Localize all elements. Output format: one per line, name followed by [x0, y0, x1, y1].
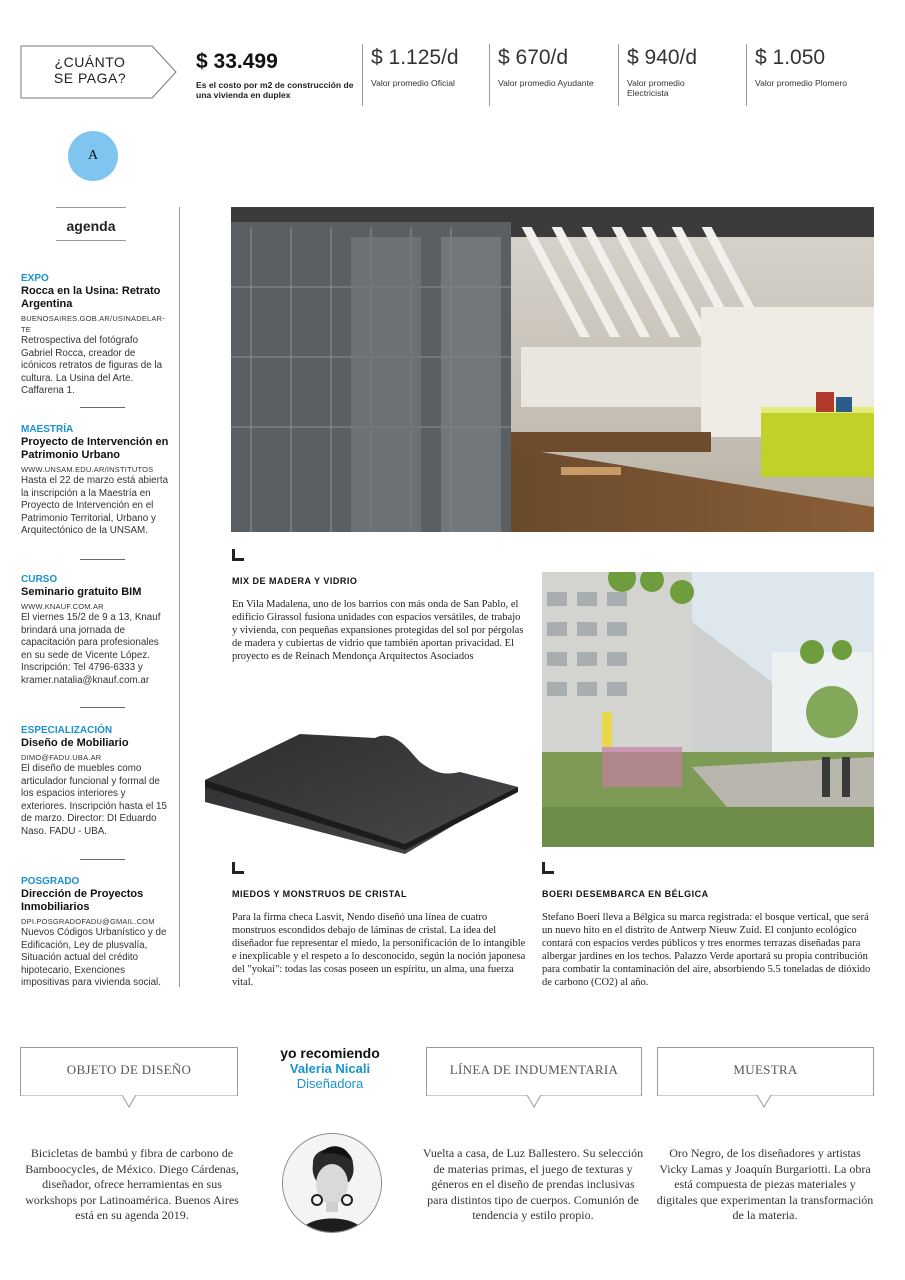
caption-corner-mark — [232, 862, 244, 874]
question-badge — [20, 45, 175, 97]
price-value: $ 1.050 — [755, 46, 826, 69]
price-label: Valor promedio Plomero — [755, 78, 848, 88]
price-ayudante — [489, 44, 598, 106]
agenda-category: EXPO — [21, 273, 49, 284]
recommend-box-indumentaria — [426, 1047, 642, 1096]
price-label: Valor promedio Ayudante — [498, 78, 594, 88]
agenda-item-title: Diseño de Mobiliario — [21, 737, 129, 749]
photo-girassol-interior — [231, 207, 874, 532]
agenda-item-url[interactable]: DPI.POSGRADOFADU@GMAIL.COM — [21, 917, 155, 926]
article-title: MIX DE MADERA Y VIDRIO — [232, 576, 358, 586]
recommend-header — [270, 1045, 390, 1091]
price-label: Valor promedio Electricista — [627, 78, 685, 98]
agenda-category: CURSO — [21, 574, 58, 585]
question-line-2: SE PAGA? — [53, 70, 127, 86]
price-value: $ 1.125/d — [371, 46, 459, 69]
agenda-item-posgrado — [21, 876, 171, 990]
recommend-box-label: LÍNEA DE INDUMENTARIA — [449, 1062, 619, 1077]
agenda-item-title: Rocca en la Usina: Retrato Argentina — [21, 285, 161, 310]
article-text: Stefano Boeri lleva a Bélgica su marca registrada: el bosque vertical, que será un nuevo hito en el distrito de Antwerp Nieuw Zuid. El conjunto ecológico contará con espacios verdes públicos y tres enormes terrazas diseñadas para albergar jardines en los techos. Palazzo Verde aportará su propia contribución para combatir la contaminación del aire, absorbiendo 5.5 toneladas de dióxido de carbono (CO2) al año. — [542, 912, 871, 988]
agenda-item-url[interactable]: DIMO@FADU.UBA.AR — [21, 753, 102, 762]
pointer-shape — [657, 1095, 874, 1111]
price-value: $ 940/d — [627, 46, 698, 69]
agenda-item-url[interactable]: WWW.UNSAM.EDU.AR/INSTITUTOS — [21, 465, 154, 474]
recommend-box-label: MUESTRA — [733, 1062, 798, 1077]
agenda-category: POSGRADO — [21, 876, 80, 887]
recommend-role: Diseñadora — [296, 1076, 364, 1091]
question-line-1: ¿CUÁNTO — [54, 54, 126, 70]
agenda-item-title: Seminario gratuito BIM — [21, 586, 142, 598]
question-text — [20, 54, 160, 86]
agenda-item-url[interactable]: BUENOSAIRES.GOB.AR/USINADELAR-TE — [21, 314, 165, 334]
agenda-item-url[interactable]: WWW.KNAUF.COM.AR — [21, 602, 104, 611]
pointer-shape — [426, 1095, 642, 1111]
agenda-item-curso — [21, 574, 171, 688]
recommend-text: Bicicletas de bambú y fibra de carbono de Bamboocycles, de México. Diego Cárdenas, diseñador, ofrece herramientas en sus workshops por Latinoamérica. Buenos Aires está en su agenda 2019. — [25, 1146, 239, 1222]
caption-corner-mark — [542, 862, 554, 874]
agenda-item-text: El diseño de muebles como articulador funcional y formal de los espacios interiores y exteriores. Inscripción hasta el 15 de marzo. Director: DI Eduardo Naso. FADU - UBA. — [21, 763, 167, 837]
price-oficial — [362, 44, 471, 106]
article-title: MIEDOS Y MONSTRUOS DE CRISTAL — [232, 889, 408, 899]
photo-palazzo-verde — [542, 572, 874, 847]
photo-nendo-glass — [205, 732, 520, 854]
agenda-separator — [80, 559, 125, 560]
article-text: En Vila Madalena, uno de los barrios con más onda de San Pablo, el edificio Girassol fusiona unidades con espacios versátiles, de trabajo y vivienda, con pequeñas expansiones protegidas del sol por pérgolas de madera y cubiertas de vidrio que también aportan privacidad. El proyecto es de Reinach Mendonça Arquitectos Asociados — [232, 599, 524, 662]
agenda-separator — [80, 859, 125, 860]
price-value: $ 670/d — [498, 46, 569, 69]
avatar — [282, 1133, 382, 1233]
recommend-box-objeto — [20, 1047, 238, 1096]
agenda-item-title: Proyecto de Intervención en Patrimonio Urbano — [21, 436, 169, 461]
recommend-text: Oro Negro, de los diseñadores y artistas Vicky Lamas y Joaquín Burgariotti. La obra está compuesta de piezas materiales y digitales que experimentan la transformación de la materia. — [656, 1146, 874, 1222]
recommend-box-muestra — [657, 1047, 874, 1096]
agenda-divider — [179, 207, 180, 987]
agenda-separator — [80, 407, 125, 408]
agenda-item-maestria — [21, 424, 171, 538]
article-text: Para la firma checa Lasvit, Nendo diseñó una línea de cuatro monstruos escondidos debajo de láminas de cristal. La idea del diseñador fue representar el miedo, la personificación de lo intangible e inexplicable y el respeto a lo desconocido, según la noción japonesa del "yokai": todas las cosas poseen un espíritu, un alma, una fuerza vital. — [232, 912, 526, 988]
agenda-item-text: El viernes 15/2 de 9 a 13, Knauf brindará una jornada de capacitación para profesionales en su sede de Vicente López. Inscripción: Tel 4796-6333 y kramer.natalia@knauf.com.ar — [21, 612, 161, 686]
recommend-text: Vuelta a casa, de Luz Ballestero. Su selección de materias primas, el juego de texturas y géneros en el diseño de prendas inclusivas para distintos tipo de cuerpos. Comunión de tendencia y estilo propio. — [422, 1146, 644, 1222]
agenda-item-especializacion — [21, 725, 171, 839]
agenda-category: ESPECIALIZACIÓN — [21, 725, 113, 736]
agenda-item-text: Retrospectiva del fotógrafo Gabriel Rocca, creador de icónicos retratos de figuras de la cultura. La Usina del Arte. Caffarena 1. — [21, 335, 163, 397]
recommend-heading: yo recomiendo — [280, 1045, 380, 1061]
main-price: $ 33.499 — [196, 50, 278, 73]
price-electricista — [618, 44, 707, 106]
recommend-box-label: OBJETO DE DISEÑO — [66, 1062, 192, 1077]
main-price-desc: Es el costo por m2 de construcción de una vivienda en duplex — [196, 80, 354, 100]
agenda-item-title: Dirección de Proyectos Inmobiliarios — [21, 888, 144, 913]
pointer-shape — [20, 1095, 238, 1111]
price-label: Valor promedio Oficial — [371, 78, 455, 88]
caption-corner-mark — [232, 549, 244, 561]
price-plomero — [746, 44, 855, 106]
agenda-title: agenda — [56, 207, 126, 241]
agenda-item-expo — [21, 273, 171, 398]
article-title: BOERI DESEMBARCA EN BÉLGICA — [542, 889, 709, 899]
agenda-item-text: Hasta el 22 de marzo está abierta la inscripción a la Maestría en Proyecto de Intervención en el Patrimonio Territorial, Urbano y Arquitectónico de la UNSAM. — [21, 475, 169, 537]
agenda-category: MAESTRÍA — [21, 424, 74, 435]
agenda-item-text: Nuevos Códigos Urbanístico y de Edificación, Ley de plusvalía, Situación actual del crédito hipotecario, Exenciones impositivas para vivienda social. — [21, 927, 167, 989]
section-letter-badge: A — [68, 131, 118, 181]
agenda-separator — [80, 707, 125, 708]
recommend-name: Valeria Nicali — [289, 1061, 371, 1076]
